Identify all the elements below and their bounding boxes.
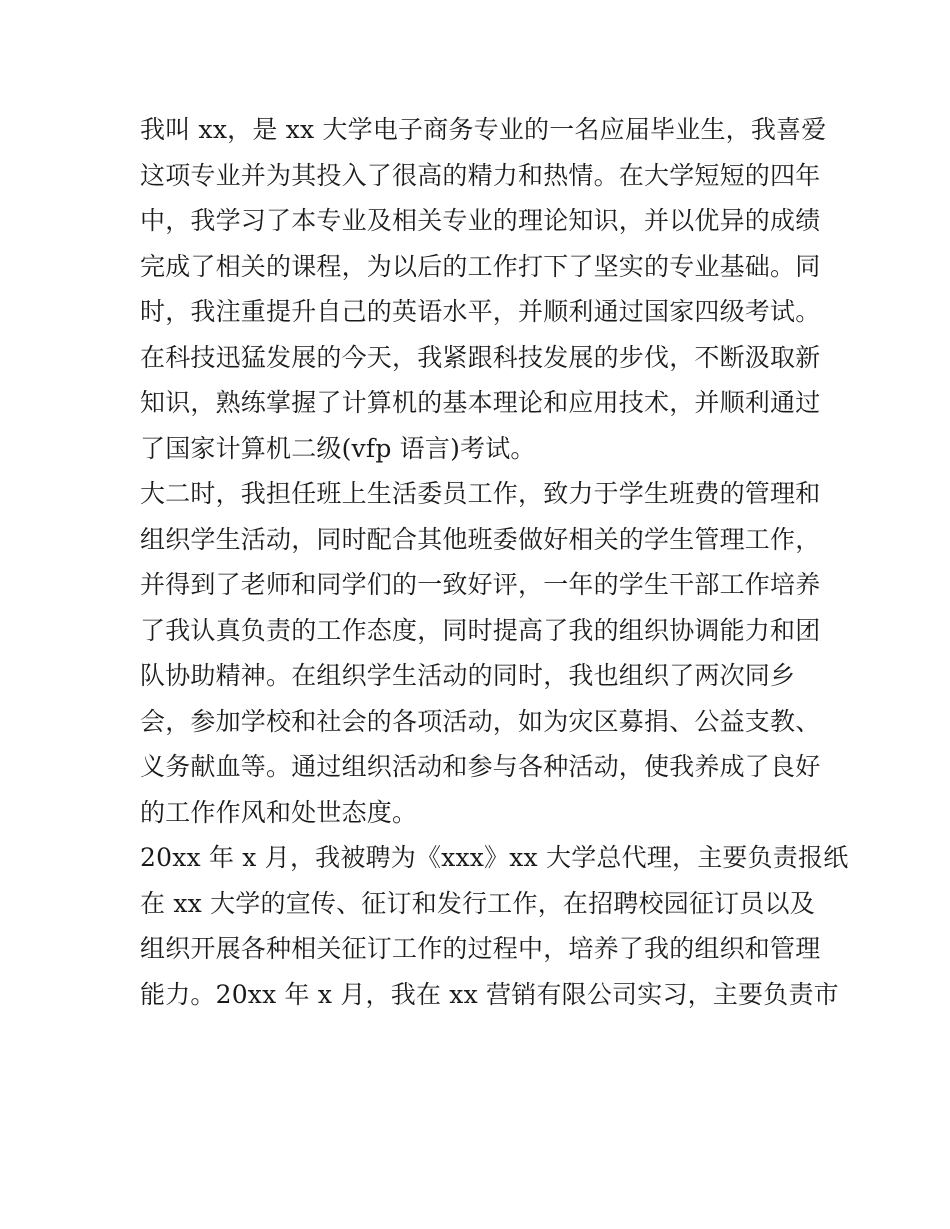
text-line: 知识，熟练掌握了计算机的基本理论和应用技术，并顺利通过: [140, 388, 821, 417]
text-line: 会，参加学校和社会的各项活动，如为灾区募捐、公益支教、: [140, 706, 821, 736]
text-line: 队协助精神。在组织学生活动的同时，我也组织了两次同乡: [140, 661, 796, 690]
text-line: 组织学生活动，同时配合其他班委做好相关的学生管理工作，: [140, 524, 821, 554]
text-line: 中，我学习了本专业及相关专业的理论知识，并以优异的成绩: [140, 206, 821, 235]
text-line: 的工作作风和处世态度。: [140, 797, 418, 827]
text-line: 在 xx 大学的宣传、征订和发行工作，在招聘校园征订员以及: [140, 888, 815, 918]
text-line: 大二时，我担任班上生活委员工作，致力于学生班费的管理和: [140, 479, 821, 508]
text-line: 我叫 xx，是 xx 大学电子商务专业的一名应届毕业生，我喜爱: [140, 115, 827, 144]
text-line: 并得到了老师和同学们的一致好评，一年的学生干部工作培养: [140, 570, 821, 599]
text-line: 完成了相关的课程，为以后的工作打下了坚实的专业基础。同: [140, 251, 821, 281]
text-line: 这项专业并为其投入了很高的精力和热情。在大学短短的四年: [140, 160, 821, 190]
text-line: 时，我注重提升自己的英语水平，并顺利通过国家四级考试。: [140, 297, 821, 326]
text-line: 组织开展各种相关征订工作的过程中，培养了我的组织和管理: [140, 934, 821, 963]
text-line: 了国家计算机二级(vfp 语言)考试。: [140, 433, 536, 463]
text-line: 20xx 年 x 月，我被聘为《xxx》xx 大学总代理，主要负责报纸: [140, 843, 849, 872]
text-line: 能力。20xx 年 x 月，我在 xx 营销有限公司实习，主要负责市: [140, 979, 839, 1009]
text-line: 在科技迅猛发展的今天，我紧跟科技发展的步伐，不断汲取新: [140, 342, 821, 372]
text-line: 了我认真负责的工作态度，同时提高了我的组织协调能力和团: [140, 615, 821, 645]
document-body: [140, 107, 849, 1017]
text-line: 义务献血等。通过组织活动和参与各种活动，使我养成了良好: [140, 752, 821, 781]
